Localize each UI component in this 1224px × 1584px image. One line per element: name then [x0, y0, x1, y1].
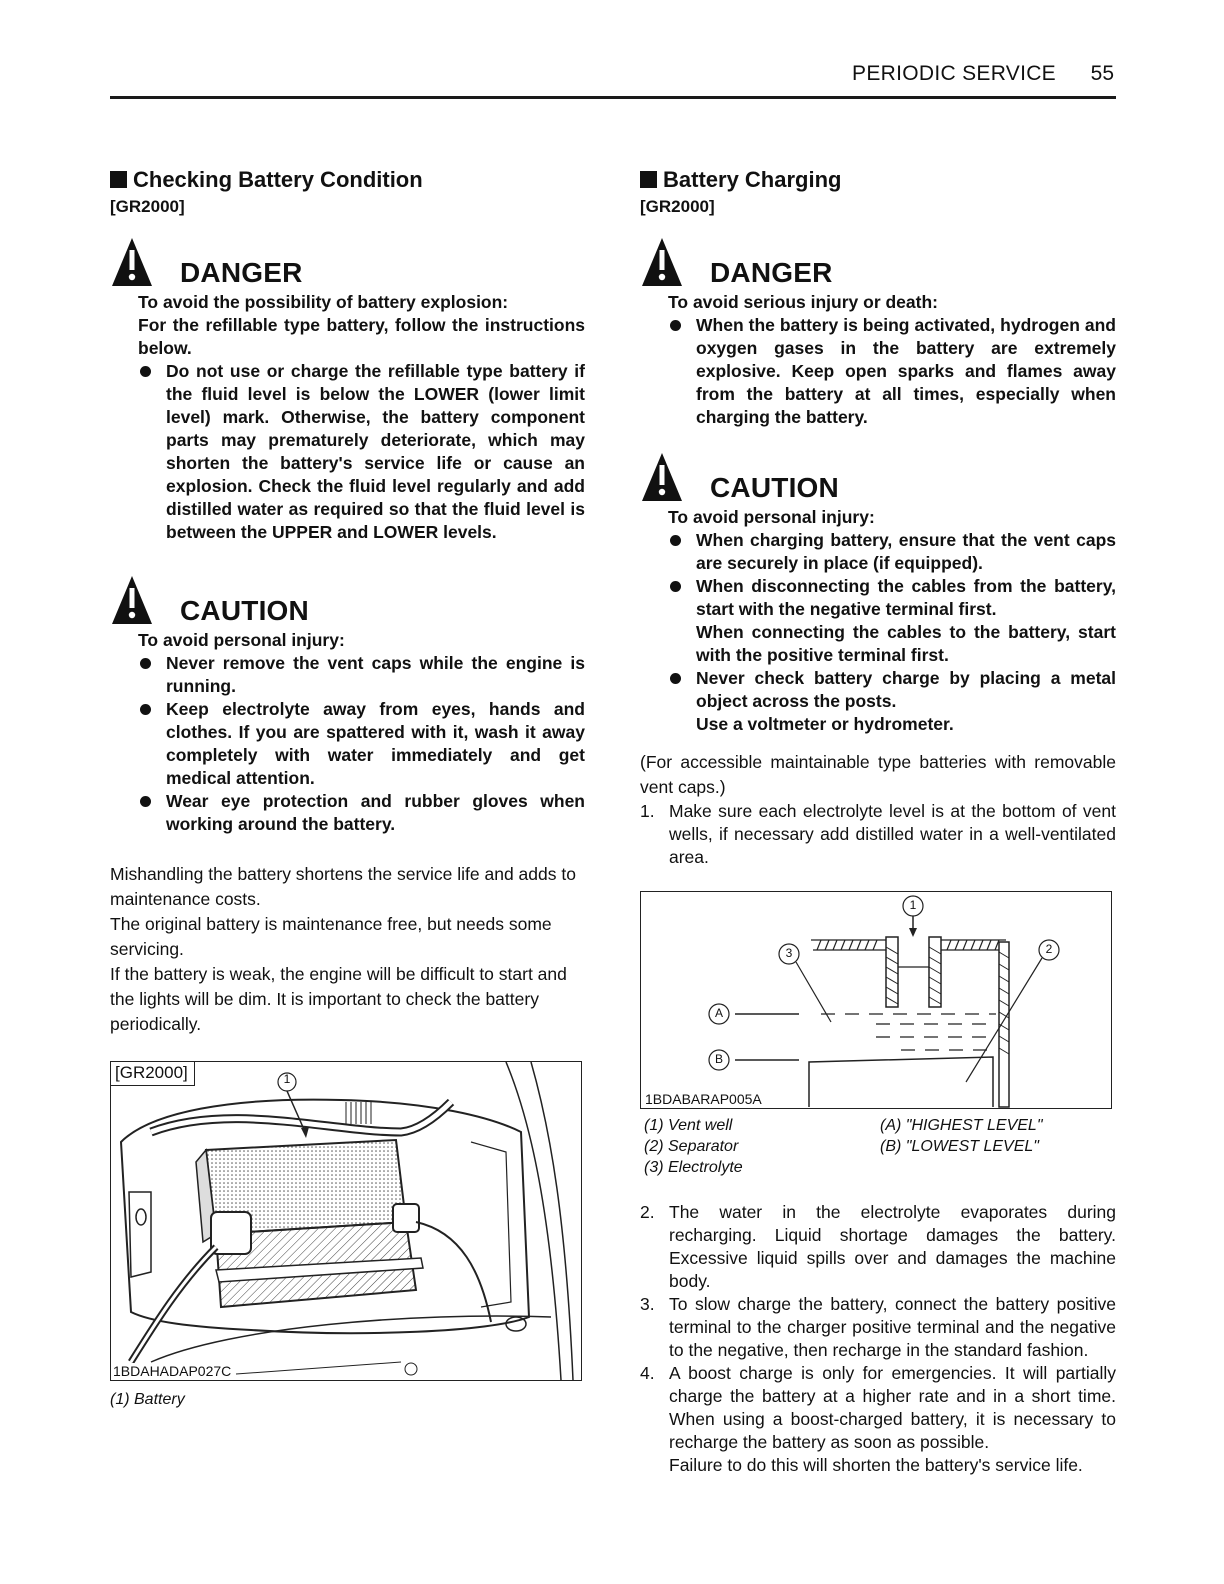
step-text: Make sure each electrolyte level is at the bottom of vent wells, if necessary add distilled water in a well-ventilated area.	[669, 801, 1116, 867]
steps-list-a	[640, 800, 1116, 869]
heading-text: Battery Charging	[663, 167, 842, 192]
step-text: A boost charge is only for emergencies. It will partially charge the battery at a higher rate and in a short time. When using a boost-charged battery, it is necessary to recharge the battery as soon as possible.	[669, 1363, 1116, 1452]
body-paragraphs	[110, 862, 585, 1037]
step-text: To slow charge the battery, connect the battery positive terminal to the charger positive terminal and the negative to the negative, then recharge in the standard fashion.	[669, 1294, 1116, 1360]
caution-bullets	[668, 529, 1116, 736]
caution-label: CAUTION	[710, 472, 839, 503]
bullet-item	[668, 575, 1116, 667]
bullet-item	[668, 667, 1116, 736]
battery-charging-heading	[640, 165, 1116, 195]
page-number: 55	[1090, 62, 1114, 85]
callout-electrolyte: 3	[785, 946, 793, 960]
caution-label: CAUTION	[180, 595, 309, 626]
caution-body	[640, 506, 1116, 736]
danger-header	[110, 236, 585, 291]
danger-body	[110, 291, 585, 544]
warning-triangle-icon	[640, 236, 706, 288]
caution-header	[640, 451, 1116, 506]
step-number: 2.	[640, 1202, 655, 1222]
steps-list-b	[640, 1201, 1116, 1477]
bullet-text: Never check battery charge by placing a metal object across the posts.	[696, 668, 1116, 711]
figure-caption: (1) Battery	[110, 1391, 185, 1408]
callout-separator: 2	[1045, 942, 1053, 956]
intro-paragraph: (For accessible maintainable type batteries with removable vent caps.)	[640, 752, 1116, 797]
vent-well-figure	[640, 891, 1112, 1109]
danger-instruction: For the refillable type battery, follow the instructions below.	[138, 315, 585, 358]
danger-label: DANGER	[180, 257, 303, 288]
caution-header	[110, 574, 585, 629]
paragraph: The original battery is maintenance free, but needs some servicing.	[110, 914, 552, 959]
callout-highest-level: A	[714, 1006, 723, 1020]
danger-body	[640, 291, 1116, 429]
step-item	[640, 1293, 1116, 1362]
step-number: 3.	[640, 1294, 655, 1314]
caution-bullets	[138, 652, 585, 836]
figure-model-tag: [GR2000]	[111, 1062, 195, 1086]
danger-bullets	[668, 314, 1116, 429]
bullet-item: Wear eye protection and rubber gloves when working around the battery.	[138, 790, 585, 836]
caption-lowest-level: (B) "LOWEST LEVEL"	[880, 1138, 1039, 1155]
caption-highest-level: (A) "HIGHEST LEVEL"	[880, 1117, 1043, 1134]
bullet-text: When charging battery, ensure that the vent caps are securely in place (if equipped).	[696, 530, 1116, 573]
step-item	[640, 1362, 1116, 1477]
page-header	[110, 60, 1116, 99]
caution-body	[110, 629, 585, 836]
caption-vent-well: (1) Vent well	[644, 1117, 733, 1134]
bullet-item	[668, 529, 1116, 575]
bullet-item: When the battery is being activated, hydrogen and oxygen gases in the battery are extremely explosive. Keep open sparks and flames away from the battery at all times, especially when charging the battery.	[668, 314, 1116, 429]
bullet-item: Do not use or charge the refillable type battery if the fluid level is below the LOWER (lower limit level) mark. Otherwise, the battery component parts may prematurely deteriorate, which may shorten the battery's service life or cause an explosion. Check the fluid level regularly and add distilled water as required so that the fluid level is between the UPPER and LOWER levels.	[138, 360, 585, 544]
step-item	[640, 1201, 1116, 1293]
bullet-item: Never remove the vent caps while the engine is running.	[138, 652, 585, 698]
step-extra: Failure to do this will shorten the battery's service life.	[669, 1455, 1083, 1475]
bullet-extra: When connecting the cables to the battery, start with the positive terminal first.	[696, 622, 1116, 665]
checking-battery-heading	[110, 165, 585, 195]
heading-text: Checking Battery Condition	[133, 167, 423, 192]
figure-captions	[640, 1115, 1116, 1181]
callout-1: 1	[283, 1072, 291, 1086]
vent-well-diagram	[641, 892, 1111, 1108]
callout-lowest-level: B	[714, 1052, 723, 1066]
bullet-text: When disconnecting the cables from the battery, start with the negative terminal first.	[696, 576, 1116, 619]
danger-intro: To avoid the possibility of battery explosion:	[138, 292, 509, 312]
square-bullet-icon	[110, 171, 127, 188]
battery-illustration	[111, 1062, 581, 1380]
warning-triangle-icon	[640, 451, 706, 503]
left-column	[110, 165, 585, 1410]
step-number: 1.	[640, 801, 655, 821]
model-tag: [GR2000]	[640, 197, 715, 216]
step-text: The water in the electrolyte evaporates during recharging. Liquid shortage damages the battery. Excessive liquid spills over and damages the machine body.	[669, 1202, 1116, 1291]
model-tag: [GR2000]	[110, 197, 185, 216]
square-bullet-icon	[640, 171, 657, 188]
step-item	[640, 800, 1116, 869]
paragraph: Mishandling the battery shortens the service life and adds to maintenance costs.	[110, 864, 576, 909]
callout-vent-well: 1	[909, 898, 917, 912]
bullet-extra: Use a voltmeter or hydrometer.	[696, 714, 954, 734]
right-column	[640, 165, 1116, 1477]
danger-intro: To avoid serious injury or death:	[668, 292, 938, 312]
caption-separator: (2) Separator	[644, 1138, 739, 1155]
caption-electrolyte: (3) Electrolyte	[644, 1159, 743, 1176]
danger-label: DANGER	[710, 257, 833, 288]
warning-triangle-icon	[110, 574, 176, 626]
battery-figure	[110, 1061, 582, 1381]
paragraph: If the battery is weak, the engine will be difficult to start and the lights will be dim. It is important to check the battery periodically.	[110, 964, 567, 1034]
danger-bullets	[138, 360, 585, 544]
caution-intro: To avoid personal injury:	[668, 507, 875, 527]
figure-code: 1BDABARAP005A	[645, 1091, 762, 1107]
danger-header	[640, 236, 1116, 291]
caution-intro: To avoid personal injury:	[138, 630, 345, 650]
step-number: 4.	[640, 1363, 655, 1383]
figure-code: 1BDAHADAP027C	[113, 1363, 235, 1379]
warning-triangle-icon	[110, 236, 176, 288]
bullet-item: Keep electrolyte away from eyes, hands and clothes. If you are spattered with it, wash it away completely with water immediately and get medical attention.	[138, 698, 585, 790]
section-title: PERIODIC SERVICE	[852, 62, 1056, 85]
